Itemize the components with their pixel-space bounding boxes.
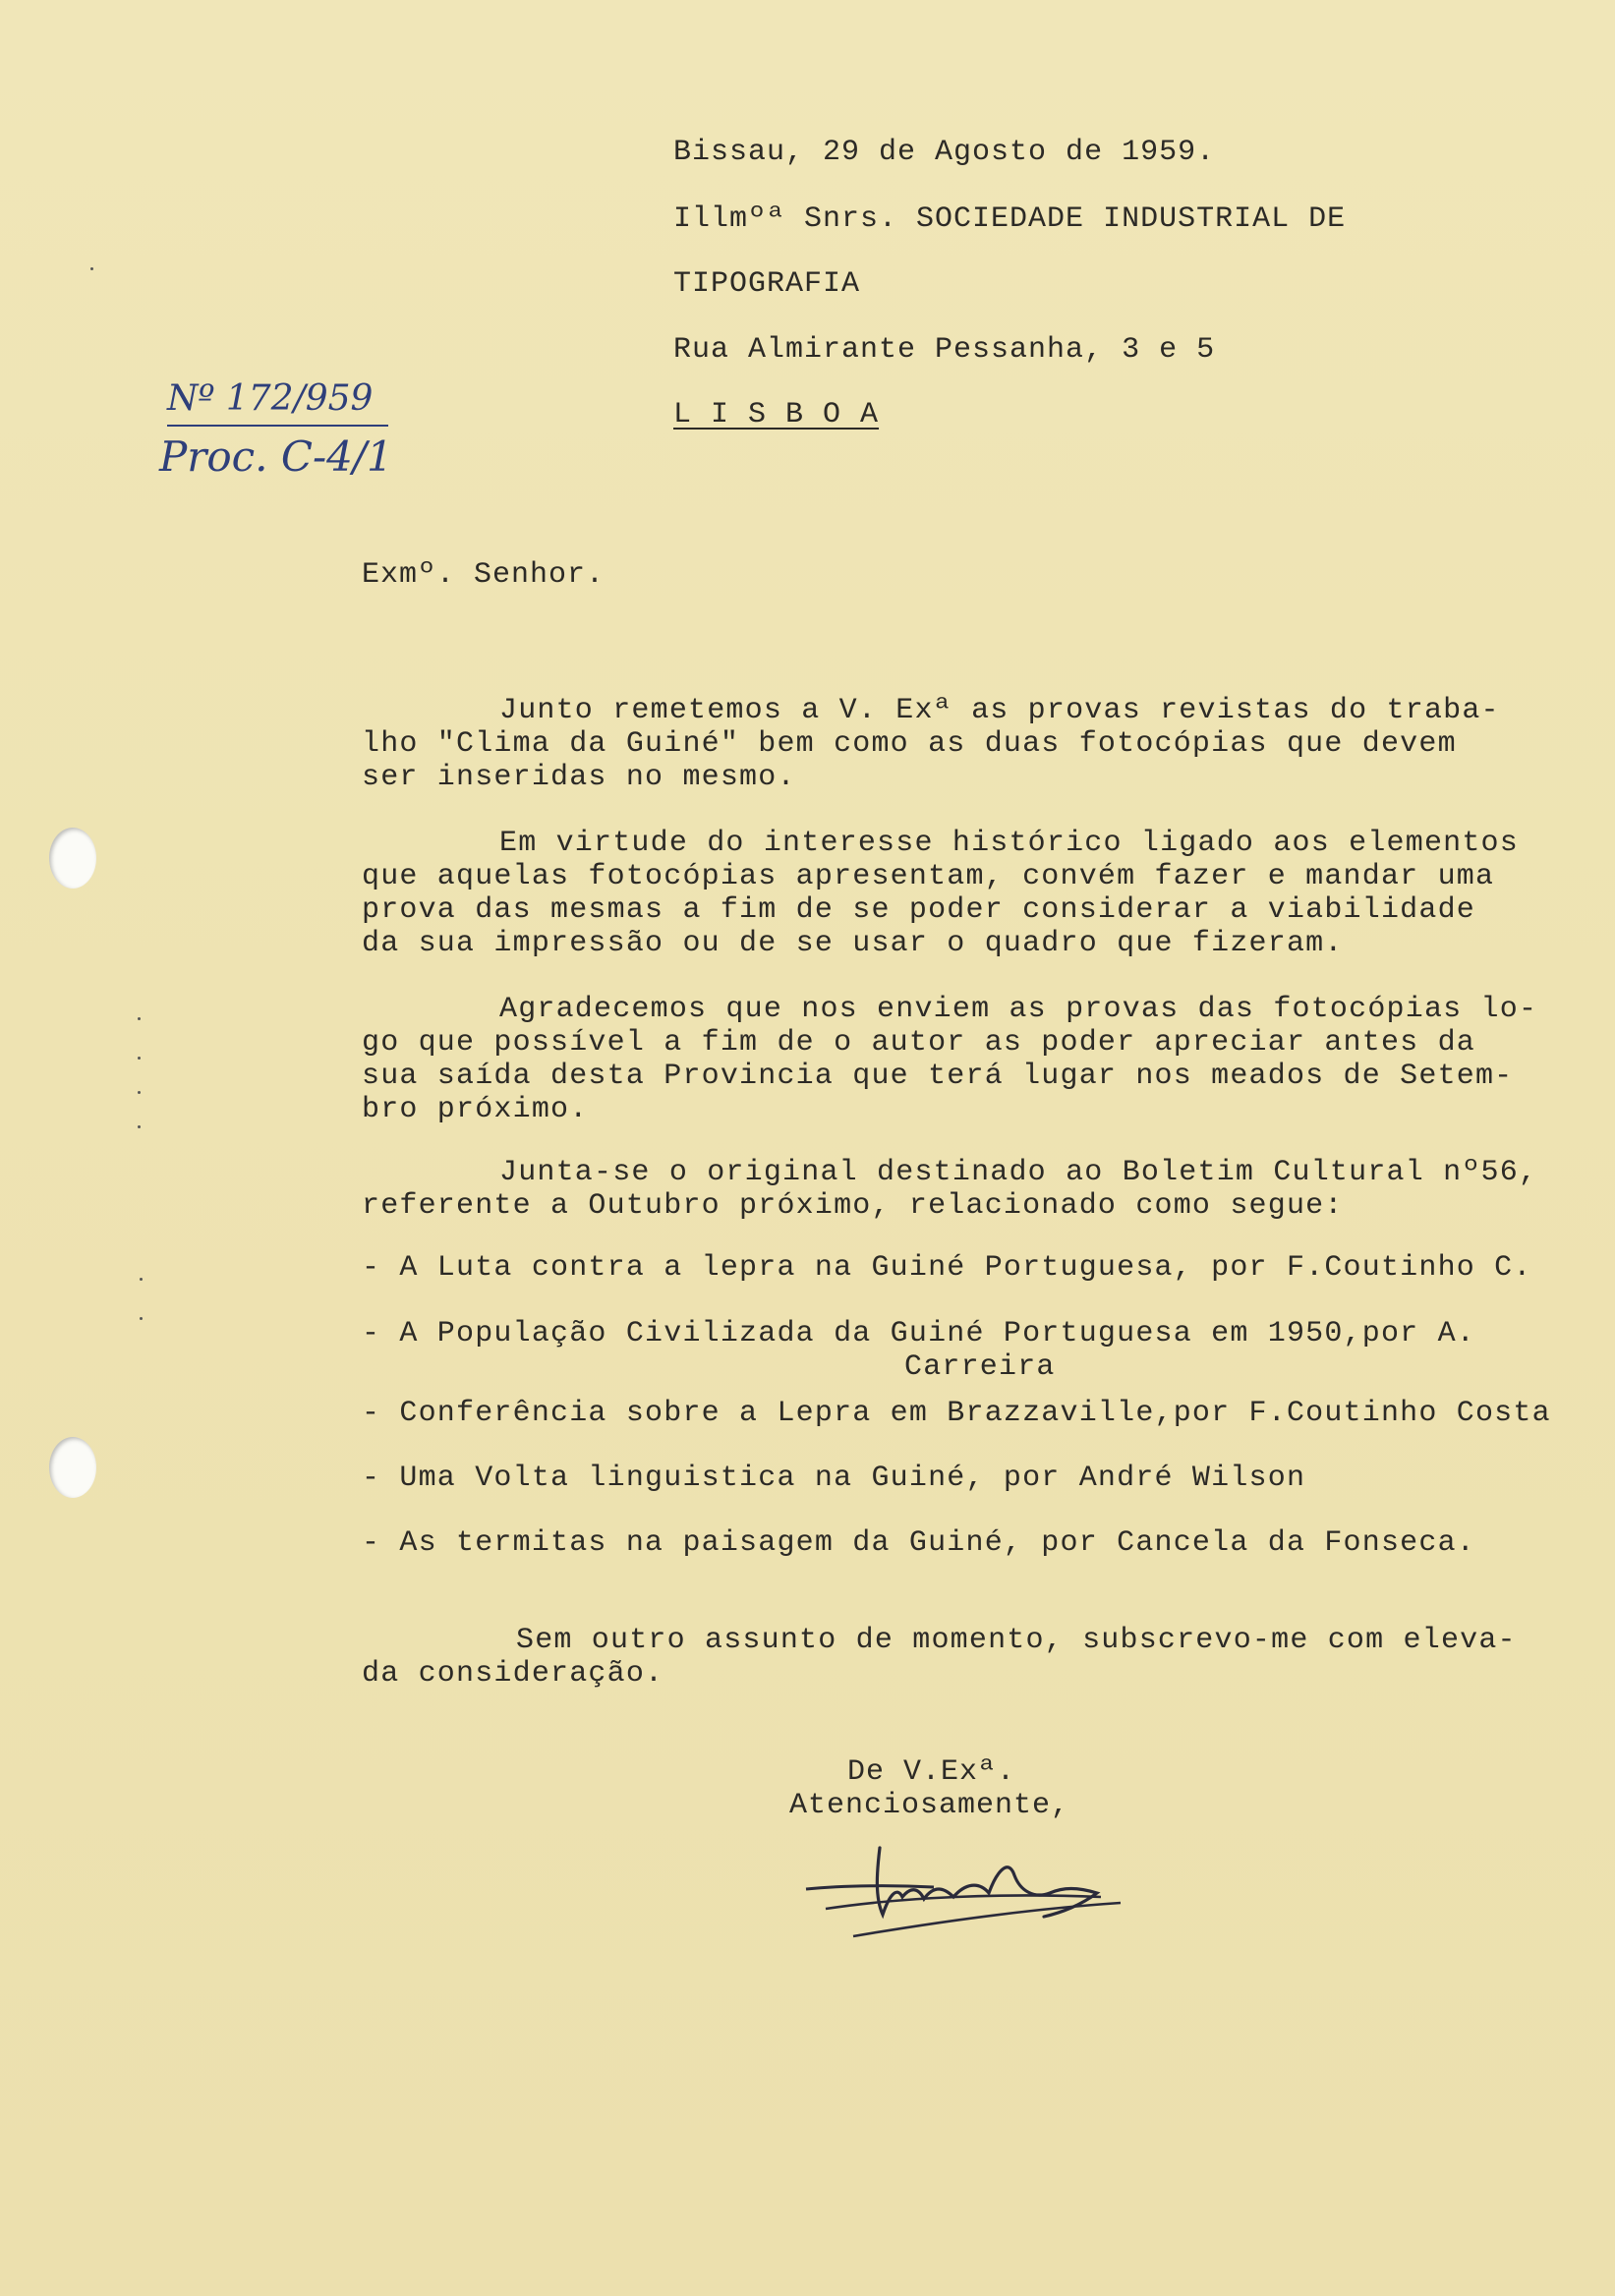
paragraph-1-line: lho "Clima da Guiné" bem como as duas fotocópias que devem [362, 727, 1457, 761]
paper-speck [138, 1057, 141, 1060]
list-item: - Conferência sobre a Lepra em Brazzaville,por F.Coutinho Costa [362, 1397, 1551, 1430]
paragraph-2-line: Em virtude do interesse histórico ligado aos elementos [499, 827, 1519, 860]
addressee-line-2: TIPOGRAFIA [673, 267, 861, 301]
paragraph-2-line: que aquelas fotocópias apresentam, convém fazer e mandar uma [362, 860, 1495, 893]
punch-hole-lower [49, 1437, 96, 1498]
closing-line: Sem outro assunto de momento, subscrevo-me com eleva- [516, 1624, 1517, 1657]
paragraph-3-line: sua saída desta Provincia que terá lugar nos meados de Setem- [362, 1060, 1514, 1093]
paper-speck [138, 1017, 141, 1020]
salutation: Exmº. Senhor. [362, 558, 606, 592]
process-reference: Proc. C-4/1 [159, 432, 393, 481]
paragraph-3-line: go que possível a fim de o autor as poder apreciar antes da [362, 1026, 1475, 1060]
paragraph-4-line: Junta-se o original destinado ao Boletim Cultural nº56, [499, 1156, 1538, 1189]
paper-speck [138, 1125, 141, 1128]
city-line: L I S B O A [673, 398, 880, 431]
date-line: Bissau, 29 de Agosto de 1959. [673, 136, 1216, 169]
signoff-line-1: De V.Exª. [847, 1755, 1016, 1789]
signature [786, 1828, 1140, 1956]
signoff-line-2: Atenciosamente, [789, 1789, 1070, 1822]
addressee-line-1: Illmºª Snrs. SOCIEDADE INDUSTRIAL DE [673, 202, 1347, 236]
paragraph-1-line: ser inseridas no mesmo. [362, 761, 796, 794]
reference-underline [167, 425, 388, 427]
paper-speck [90, 267, 93, 270]
list-item: - Uma Volta linguistica na Guiné, por André Wilson [362, 1462, 1306, 1495]
paragraph-4-line: referente a Outubro próximo, relacionado como segue: [362, 1189, 1344, 1223]
list-item: - As termitas na paisagem da Guiné, por Cancela da Fonseca. [362, 1526, 1475, 1560]
paper-speck [140, 1317, 143, 1320]
paragraph-2-line: da sua impressão ou de se usar o quadro que fizeram. [362, 927, 1344, 960]
paragraph-1-line: Junto remetemos a V. Exª as provas revistas do traba- [499, 694, 1500, 727]
paragraph-2-line: prova das mesmas a fim de se poder considerar a viabilidade [362, 893, 1475, 927]
paragraph-3-line: Agradecemos que nos enviem as provas das fotocópias lo- [499, 993, 1538, 1026]
list-item-continuation: Carreira [904, 1350, 1056, 1384]
paper-speck [140, 1278, 143, 1281]
closing-line: da consideração. [362, 1657, 664, 1691]
list-item: - A Luta contra a lepra na Guiné Portuguesa, por F.Coutinho C. [362, 1251, 1532, 1285]
paper-speck [138, 1091, 141, 1094]
list-item: - A População Civilizada da Guiné Portuguesa em 1950,por A. [362, 1317, 1475, 1350]
punch-hole-upper [49, 828, 96, 889]
reference-number: Nº 172/959 [167, 378, 374, 419]
paragraph-3-line: bro próximo. [362, 1093, 589, 1126]
street-line: Rua Almirante Pessanha, 3 e 5 [673, 333, 1216, 367]
